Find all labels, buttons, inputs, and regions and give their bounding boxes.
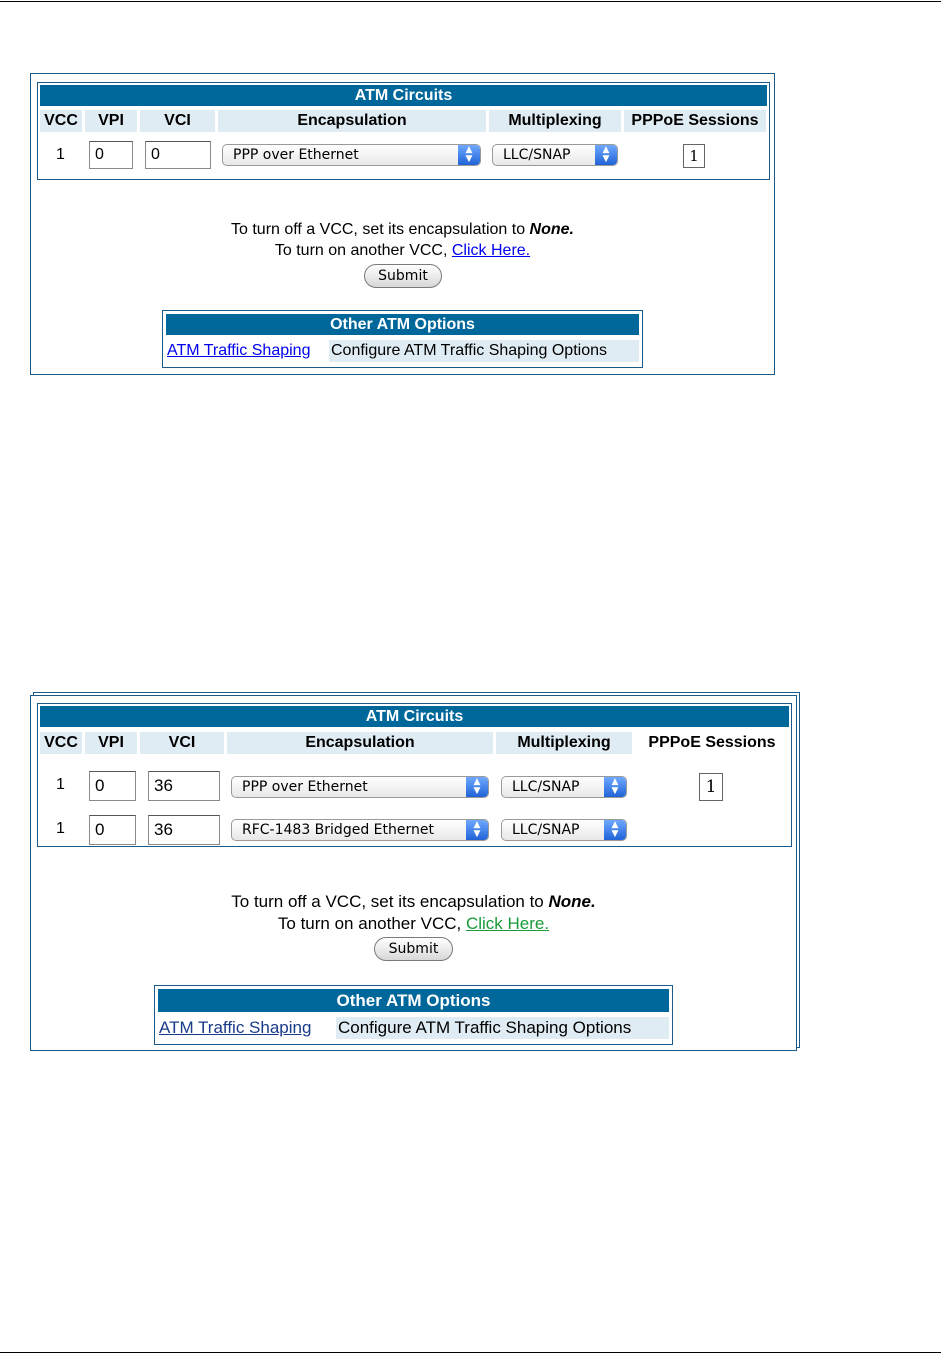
header-vci: VCI (140, 732, 224, 754)
submit-button[interactable]: Submit (364, 264, 442, 288)
header-pppoe-sessions: PPPoE Sessions (624, 110, 766, 132)
header-encapsulation: Encapsulation (227, 732, 493, 754)
header-pppoe-sessions: PPPoE Sessions (635, 732, 789, 754)
atm-panel-2 (30, 695, 797, 1051)
encapsulation-selected: PPP over Ethernet (242, 779, 368, 795)
multiplexing-selected: LLC/SNAP (512, 779, 580, 795)
vpi-input[interactable]: 0 (89, 815, 136, 845)
header-vpi: VPI (85, 732, 137, 754)
hint-text: To turn off a VCC, set its encapsulation to (231, 221, 530, 238)
select-arrows-icon: ▲ ▼ (466, 820, 488, 840)
header-vci: VCI (140, 110, 215, 132)
header-vcc: VCC (40, 110, 82, 132)
multiplexing-selected: LLC/SNAP (512, 822, 580, 838)
header-encapsulation: Encapsulation (218, 110, 486, 132)
atm-circuits-title: ATM Circuits (40, 85, 767, 106)
another-text: To turn on another VCC, (274, 242, 452, 259)
header-multiplexing: Multiplexing (489, 110, 621, 132)
multiplexing-select[interactable] (501, 776, 627, 798)
pppoe-sessions-input[interactable]: 1 (699, 773, 723, 801)
vpi-input[interactable]: 0 (89, 771, 136, 801)
select-arrows-icon: ▲ ▼ (604, 820, 626, 840)
atm-circuits-title: ATM Circuits (40, 706, 789, 727)
other-atm-options-title: Other ATM Options (158, 989, 669, 1012)
vci-input[interactable]: 36 (148, 815, 220, 845)
select-arrows-icon: ▲ ▼ (458, 145, 480, 165)
hint-none: None. (548, 892, 596, 911)
vci-input[interactable]: 0 (145, 141, 211, 169)
select-arrows-icon: ▲ ▼ (604, 777, 626, 797)
vcc-value: 1 (56, 146, 65, 163)
header-vpi: VPI (85, 110, 137, 132)
vcc-value: 1 (56, 820, 65, 837)
encapsulation-select[interactable] (222, 144, 481, 166)
hint-none: None. (529, 221, 574, 238)
encapsulation-selected: PPP over Ethernet (233, 147, 359, 163)
atm-panel-1 (30, 73, 775, 375)
vcc-value: 1 (56, 776, 65, 793)
encapsulation-select[interactable] (231, 819, 489, 841)
top-rule (0, 1, 941, 2)
atm-traffic-shaping-desc: Configure ATM Traffic Shaping Options (336, 1017, 669, 1039)
hint-text: To turn off a VCC, set its encapsulation to (231, 892, 549, 911)
other-atm-options-1 (162, 310, 643, 368)
select-arrows-icon: ▲ ▼ (595, 145, 617, 165)
pppoe-sessions-input[interactable]: 1 (683, 144, 705, 168)
bottom-rule (0, 1352, 941, 1353)
click-here-link[interactable]: Click Here. (465, 914, 550, 933)
atm-circuits-table-2 (37, 703, 792, 847)
select-arrows-icon: ▲ ▼ (466, 777, 488, 797)
encapsulation-select[interactable] (231, 776, 489, 798)
turn-on-hint (31, 240, 774, 261)
other-atm-options-title: Other ATM Options (166, 314, 639, 335)
header-multiplexing: Multiplexing (496, 732, 632, 754)
turn-off-hint (31, 891, 796, 912)
turn-on-hint (31, 913, 796, 934)
multiplexing-select[interactable] (501, 819, 627, 841)
another-text: To turn on another VCC, (277, 914, 466, 933)
atm-traffic-shaping-desc: Configure ATM Traffic Shaping Options (329, 340, 639, 362)
atm-circuits-table-1 (37, 82, 770, 180)
vci-input[interactable]: 36 (148, 771, 220, 801)
header-vcc: VCC (40, 732, 82, 754)
vpi-input[interactable]: 0 (89, 141, 133, 169)
multiplexing-select[interactable] (492, 144, 618, 166)
other-atm-options-2 (154, 985, 673, 1045)
submit-button[interactable]: Submit (374, 937, 453, 961)
click-here-link[interactable]: Click Here. (451, 242, 531, 259)
atm-traffic-shaping-link[interactable]: ATM Traffic Shaping (167, 342, 311, 359)
multiplexing-selected: LLC/SNAP (503, 147, 571, 163)
turn-off-hint (31, 219, 774, 240)
atm-traffic-shaping-link[interactable]: ATM Traffic Shaping (159, 1018, 312, 1037)
encapsulation-selected: RFC-1483 Bridged Ethernet (242, 822, 434, 838)
